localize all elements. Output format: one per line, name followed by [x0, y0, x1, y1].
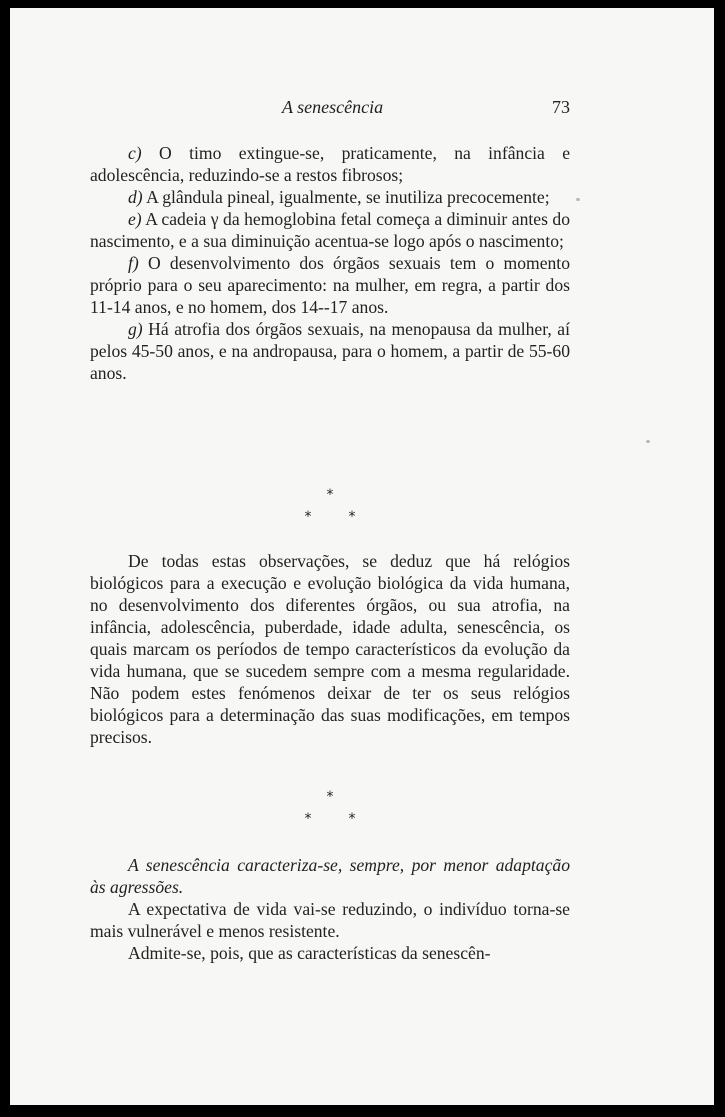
running-title: A senescência — [282, 97, 384, 117]
list-item-text: A glândula pineal, igualmente, se inutiliza precocemente; — [146, 187, 550, 207]
closing-block — [90, 854, 570, 964]
list-item — [90, 252, 570, 318]
list-block — [90, 142, 570, 384]
page-number: 73 — [552, 97, 570, 117]
body-paragraph: De todas estas observações, se deduz que há relógios biológicos para a execução e evolução biológica da vida humana, no desenvolvimento dos diferentes órgãos, ou sua atrofia, na infância, adolescência, puberdade, idade adulta, senescência, os quais marcam os períodos de tempo característicos da evolução da vida humana, que se sucedem sempre com a mesma regularidade. Não podem estes fenómenos deixar de ter os seus relógios biológicos para a determinação das suas modificações, em tempos precisos. — [90, 551, 570, 747]
body-paragraph: Admite-se, pois, que as características da senescên- — [128, 943, 491, 963]
separator-star: * — [304, 811, 312, 827]
separator-star: * — [348, 811, 356, 827]
running-header — [90, 96, 570, 120]
separator-star: * — [326, 789, 334, 805]
list-item-label: g) — [128, 319, 143, 339]
paper-speck — [646, 440, 650, 443]
list-item — [90, 142, 570, 186]
list-item-label: c) — [128, 143, 142, 163]
body-paragraph-block — [90, 550, 570, 748]
list-item-text: O timo extingue-se, praticamente, na infância e adolescência, reduzindo-se a restos fibrosos; — [90, 143, 570, 185]
separator-star: * — [348, 509, 356, 525]
paper-speck — [576, 198, 580, 201]
list-item-label: e) — [128, 209, 142, 229]
list-item-label: f) — [128, 253, 139, 273]
list-item — [90, 186, 570, 208]
italic-statement: A senescência caracteriza-se, sempre, por menor adaptação às agressões. — [90, 855, 570, 897]
list-item — [90, 208, 570, 252]
list-item-text: Há atrofia dos órgãos sexuais, na menopausa da mulher, aí pelos 45-50 anos, e na andropausa, para o homem, a partir de 55-60 anos. — [90, 319, 570, 383]
list-item-text: O desenvolvimento dos órgãos sexuais tem o momento próprio para o seu aparecimento: na mulher, em regra, a partir dos 11-14 anos, e no homem, dos 14--17 anos. — [90, 253, 570, 317]
list-item — [90, 318, 570, 384]
body-paragraph: A expectativa de vida vai-se reduzindo, o indivíduo torna-se mais vulnerável e menos resistente. — [90, 899, 570, 941]
book-page — [10, 8, 714, 1105]
separator-star: * — [304, 509, 312, 525]
section-separator — [90, 484, 570, 528]
separator-star: * — [326, 487, 334, 503]
section-separator — [90, 786, 570, 830]
list-item-label: d) — [128, 187, 143, 207]
list-item-text: A cadeia γ da hemoglobina fetal começa a diminuir antes do nascimento, e a sua diminuição acentua-se logo após o nascimento; — [90, 209, 570, 251]
